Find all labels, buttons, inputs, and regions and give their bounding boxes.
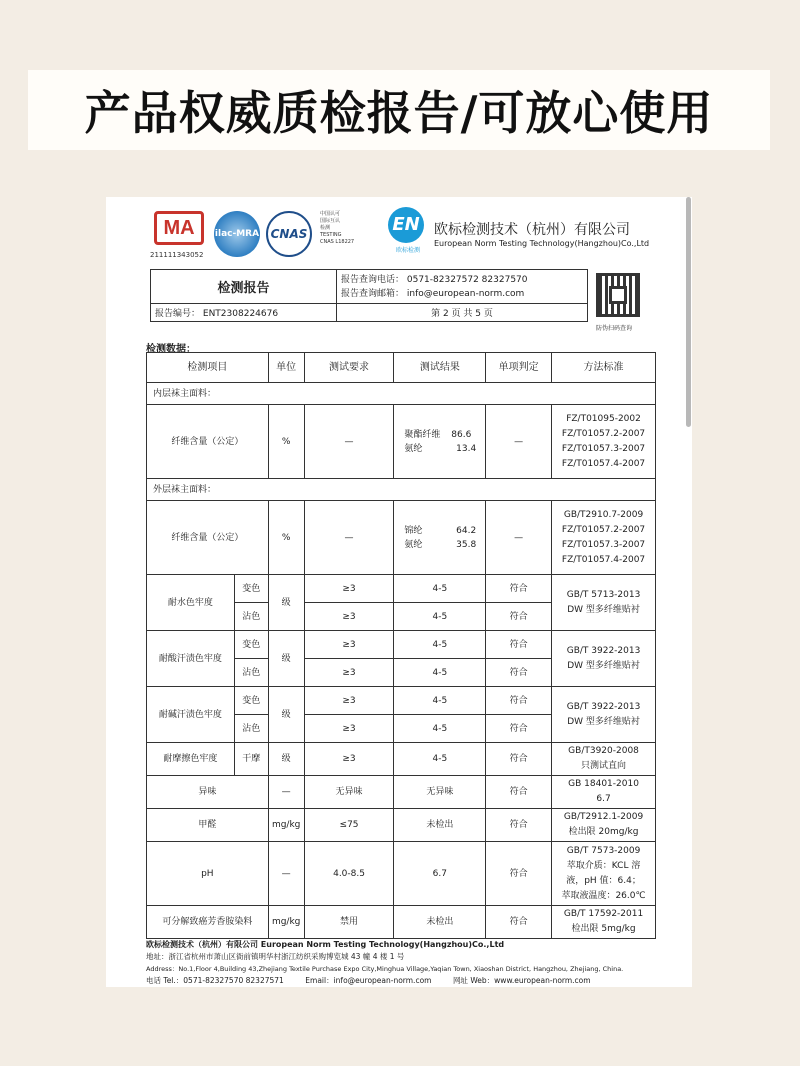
odor-unit: — (268, 776, 304, 809)
fiber-value: 86.6 (451, 429, 472, 440)
formaldehyde-item: 甲醛 (147, 809, 269, 842)
method-line: 萃取液温度：26.0℃ (561, 890, 646, 901)
method-line: GB/T 3922-2013 (566, 701, 641, 712)
ilac-mra-logo: ilac-MRA (214, 211, 260, 257)
footer-email[interactable]: Email：info@european-norm.com (305, 976, 432, 985)
azo-item: 可分解致癌芳香胺染料 (147, 906, 269, 939)
ph-result: 6.7 (394, 842, 486, 906)
footer-tel: 电话 Tel.：0571-82327570 82327571 (146, 976, 284, 985)
method-line: FZ/T01095-2002 (566, 413, 641, 424)
result-value: 4-5 (394, 743, 486, 776)
acid-method (552, 631, 656, 687)
sub-change: 变色 (234, 631, 268, 659)
water-method (552, 575, 656, 631)
header-judgement: 单项判定 (486, 353, 552, 383)
page-info: 第 2 页 共 5 页 (337, 304, 588, 322)
header-result: 测试结果 (394, 353, 486, 383)
grade-unit: 级 (268, 575, 304, 631)
fiber-judge: — (486, 405, 552, 479)
footer-company: 欧标检测技术（杭州）有限公司 European Norm Testing Technology(Hangzhou)Co.,Ltd (146, 940, 505, 949)
cma-logo (150, 207, 210, 267)
result-value: 4-5 (394, 603, 486, 631)
sub-change: 变色 (234, 687, 268, 715)
table-row (147, 631, 656, 659)
method-line: DW 型多纤维贴衬 (567, 660, 640, 671)
ph-req: 4.0-8.5 (304, 842, 394, 906)
sub-change: 变色 (234, 575, 268, 603)
fiber-value: 35.8 (456, 539, 477, 550)
method-line: FZ/T01057.2-2007 (561, 524, 646, 535)
formaldehyde-req: ≤75 (304, 809, 394, 842)
azo-result: 未检出 (394, 906, 486, 939)
judge-value: 符合 (486, 631, 552, 659)
fiber-unit: % (268, 501, 304, 575)
result-value: 4-5 (394, 659, 486, 687)
table-row (147, 809, 656, 842)
method-line: FZ/T01057.3-2007 (561, 443, 646, 454)
result-value: 4-5 (394, 687, 486, 715)
table-row (147, 906, 656, 939)
table-row (147, 575, 656, 603)
fiber-result-inner (394, 405, 486, 479)
alkali-item: 耐碱汗渍色牢度 (147, 687, 235, 743)
method-line: GB/T 7573-2009 (566, 845, 641, 856)
table-row (147, 842, 656, 906)
ph-method (552, 842, 656, 906)
en-caption: 欧标检测 (395, 247, 420, 254)
judge-value: 符合 (486, 687, 552, 715)
report-phone: 报告查询电话： 0571-82327572 82327570 (341, 274, 528, 285)
method-line: 液，pH 值：6.4； (566, 875, 641, 886)
method-line: GB/T3920-2008 (568, 746, 639, 756)
header-requirement: 测试要求 (304, 353, 394, 383)
sub-stain: 沾色 (234, 715, 268, 743)
judge-value: 符合 (486, 906, 552, 939)
formaldehyde-method (552, 809, 656, 842)
result-value: 4-5 (394, 715, 486, 743)
scrollbar[interactable] (686, 197, 691, 427)
cma-mark: MA (154, 211, 204, 245)
rub-sub: 干摩 (234, 743, 268, 776)
method-line: GB/T2912.1-2009 (563, 812, 644, 822)
judge-value: 符合 (486, 743, 552, 776)
report-footer (146, 939, 656, 987)
table-header-row (147, 353, 656, 383)
req-value: ≥3 (304, 687, 394, 715)
fiber-method-outer (552, 501, 656, 575)
section-inner: 内层袜主面料： (147, 383, 656, 405)
cnas-logo (266, 211, 316, 257)
judge-value: 符合 (486, 659, 552, 687)
fiber-value: 13.4 (456, 443, 477, 454)
result-value: 4-5 (394, 631, 486, 659)
method-line: FZ/T01057.4-2007 (561, 458, 646, 469)
grade-unit: 级 (268, 743, 304, 776)
header-item: 检测项目 (147, 353, 269, 383)
judge-value: 符合 (486, 715, 552, 743)
azo-unit: mg/kg (268, 906, 304, 939)
logo-header (150, 207, 670, 267)
data-section-title: 检测数据： (146, 344, 196, 355)
fiber-item: 纤维含量（公定） (147, 501, 269, 575)
table-row (147, 501, 656, 575)
company-name-cn: 欧标检测技术（杭州）有限公司 (434, 222, 630, 238)
odor-item: 异味 (147, 776, 269, 809)
fiber-item: 纤维含量（公定） (147, 405, 269, 479)
qr-caption: 防伪扫码查询 (596, 325, 633, 332)
report-number: ENT2308224676 (202, 309, 279, 319)
method-line: 6.7 (596, 794, 611, 804)
method-line: 检出限 5mg/kg (571, 924, 636, 934)
banner-title: 产品权威质检报告/可放心使用 (84, 86, 714, 140)
alkali-method (552, 687, 656, 743)
method-line: GB/T 3922-2013 (566, 645, 641, 656)
method-line: GB/T 17592-2011 (563, 909, 644, 919)
ph-unit: — (268, 842, 304, 906)
judge-value: 符合 (486, 603, 552, 631)
fiber-name: 聚酯纤维 (404, 429, 441, 440)
odor-req: 无异味 (304, 776, 394, 809)
en-logo (388, 207, 428, 257)
sub-stain: 沾色 (234, 603, 268, 631)
fiber-name: 锦纶 (404, 525, 423, 536)
footer-web[interactable]: 网址 Web：www.european-norm.com (452, 976, 591, 985)
footer-contact (146, 975, 656, 987)
report-contact (337, 270, 588, 304)
method-line: GB/T2910.7-2009 (563, 509, 644, 520)
ph-item: pH (147, 842, 269, 906)
judge-value: 符合 (486, 776, 552, 809)
method-line: 只测试直向 (581, 761, 627, 771)
cnas-mark: CNAS (266, 211, 312, 257)
fiber-req: — (304, 501, 394, 575)
fiber-name: 氨纶 (404, 539, 423, 550)
method-line: FZ/T01057.3-2007 (561, 539, 646, 550)
result-value: 4-5 (394, 575, 486, 603)
method-line: DW 型多纤维贴衬 (567, 604, 640, 615)
formaldehyde-unit: mg/kg (268, 809, 304, 842)
rub-item: 耐摩擦色牢度 (147, 743, 235, 776)
sub-stain: 沾色 (234, 659, 268, 687)
section-outer: 外层袜主面料： (147, 479, 656, 501)
cnas-caption: 中国认可 国际互认 检测 TESTING CNAS L18227 (320, 211, 355, 245)
req-value: ≥3 (304, 575, 394, 603)
header-method: 方法标准 (552, 353, 656, 383)
fiber-result-outer (394, 501, 486, 575)
qr-finder (609, 286, 627, 304)
method-line: FZ/T01057.4-2007 (561, 554, 646, 565)
formaldehyde-result: 未检出 (394, 809, 486, 842)
report-document (106, 197, 692, 987)
report-number-cell: 报告编号： ENT2308224676 (151, 304, 337, 322)
company-name-en: European Norm Testing Technology(Hangzhou)Co.,Ltd (434, 239, 650, 248)
judge-value: 符合 (486, 575, 552, 603)
odor-result: 无异味 (394, 776, 486, 809)
method-line: DW 型多纤维贴衬 (567, 716, 640, 727)
azo-method (552, 906, 656, 939)
fiber-value: 64.2 (456, 525, 477, 536)
report-title: 检测报告 (151, 270, 337, 304)
table-row (147, 776, 656, 809)
method-line: 萃取介质：KCL 溶 (566, 860, 641, 871)
report-header-table (150, 269, 588, 322)
grade-unit: 级 (268, 631, 304, 687)
req-value: ≥3 (304, 631, 394, 659)
cma-number: 211111343052 (150, 251, 204, 259)
req-value: ≥3 (304, 603, 394, 631)
fiber-method-inner (552, 405, 656, 479)
rub-method (552, 743, 656, 776)
req-value: ≥3 (304, 743, 394, 776)
req-value: ≥3 (304, 715, 394, 743)
report-email: 报告查询邮箱： info@european-norm.com (341, 288, 525, 299)
report-number-label: 报告编号 (155, 309, 192, 319)
test-data-table (146, 352, 656, 939)
footer-address-en: Address：No.1,Floor 4,Building 43,Zhejiang Textile Purchase Expo City,Minghua Village,Yaqian Town, Xiaoshan District, Hangzhou, Zhejiang, China. (146, 965, 624, 973)
qr-code-icon[interactable] (596, 273, 640, 317)
header-unit: 单位 (268, 353, 304, 383)
odor-method (552, 776, 656, 809)
fiber-judge: — (486, 501, 552, 575)
req-value: ≥3 (304, 659, 394, 687)
judge-value: 符合 (486, 809, 552, 842)
grade-unit: 级 (268, 687, 304, 743)
fiber-unit: % (268, 405, 304, 479)
azo-req: 禁用 (304, 906, 394, 939)
fiber-req: — (304, 405, 394, 479)
table-row (147, 687, 656, 715)
method-line: GB 18401-2010 (568, 779, 639, 789)
en-mark: EN (388, 207, 424, 243)
method-line: FZ/T01057.2-2007 (561, 428, 646, 439)
table-row (147, 405, 656, 479)
method-line: 检出限 20mg/kg (568, 827, 639, 837)
title-banner (28, 70, 770, 150)
judge-value: 符合 (486, 842, 552, 906)
fiber-name: 氨纶 (404, 443, 423, 454)
footer-address-cn: 地址：浙江省杭州市萧山区衙前镇明华村浙江纺织采购博览城 43 幢 4 楼 1 号 (146, 952, 405, 961)
table-row (147, 743, 656, 776)
water-item: 耐水色牢度 (147, 575, 235, 631)
acid-item: 耐酸汗渍色牢度 (147, 631, 235, 687)
method-line: GB/T 5713-2013 (566, 589, 641, 600)
